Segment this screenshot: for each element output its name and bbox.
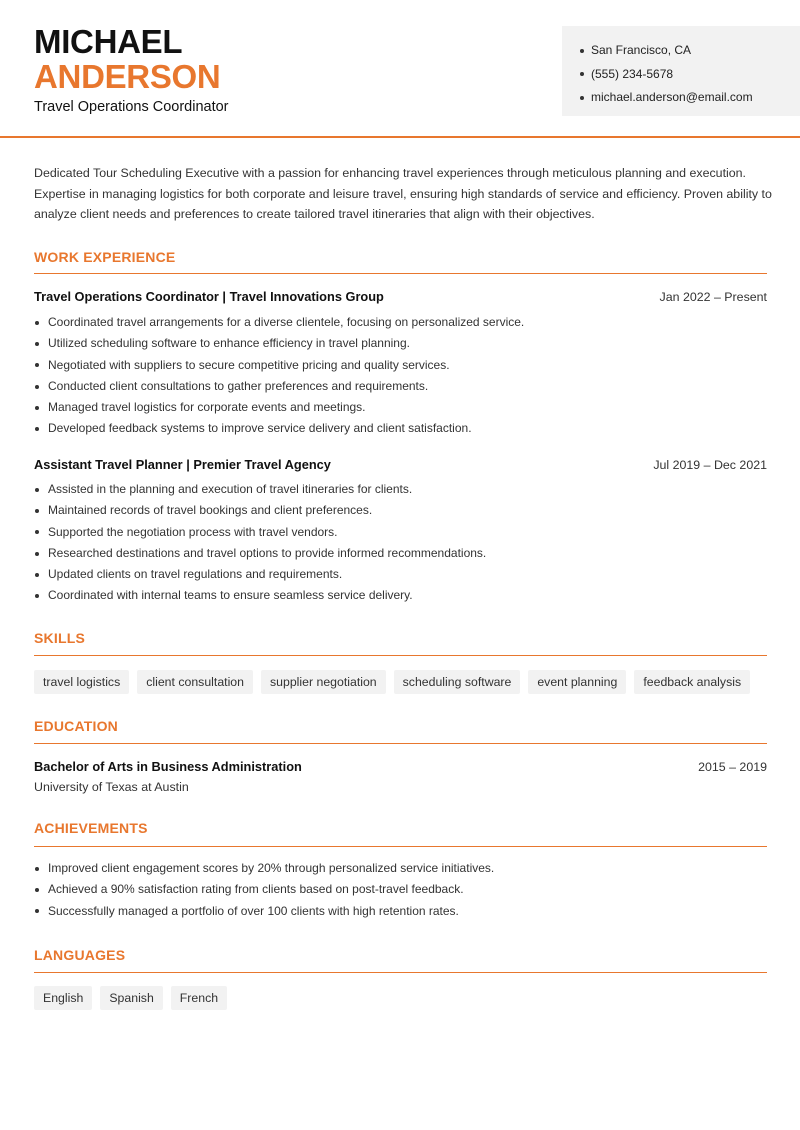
list-item-text: Coordinated travel arrangements for a diverse clientele, focusing on personalized service. (48, 315, 525, 329)
professional-summary: Dedicated Tour Scheduling Executive with a passion for enhancing travel experiences through meticulous planning and execution. Expertise in managing logistics for both corporate and leisure travel, ensuring high standards of service and efficiency. Proven ability to analyze client needs and preferences to create tailored travel itineraries that align with their objectives. (34, 166, 772, 222)
list-item (34, 564, 767, 585)
job-role: Assistant Travel Planner | Premier Travel Agency (34, 457, 331, 472)
list-item (34, 312, 767, 333)
list-item (34, 418, 767, 439)
language-chip: Spanish (100, 986, 162, 1010)
list-item-text: Assisted in the planning and execution of travel itineraries for clients. (48, 482, 413, 496)
list-item (34, 397, 767, 418)
list-item (34, 585, 767, 606)
languages-list (34, 986, 227, 1010)
skill-chip: scheduling software (394, 670, 521, 694)
bullet-icon (35, 594, 39, 598)
bullet-icon (35, 909, 39, 913)
job-dates: Jan 2022 – Present (659, 290, 767, 304)
list-item (34, 333, 767, 354)
job-header-1 (34, 289, 767, 304)
section-title-education: EDUCATION (34, 718, 118, 734)
section-divider (34, 273, 767, 274)
contact-email-text: michael.anderson@email.com (591, 90, 753, 104)
bullet-icon (35, 385, 39, 389)
list-item-text: Managed travel logistics for corporate events and meetings. (48, 400, 366, 415)
list-item-text: Coordinated with internal teams to ensure seamless service delivery. (48, 588, 413, 603)
list-item (34, 522, 767, 543)
resume-header (0, 0, 800, 138)
section-divider (34, 972, 767, 973)
job-role: Travel Operations Coordinator | Travel Innovations Group (34, 289, 384, 304)
candidate-name (34, 24, 220, 94)
section-title-achievements: ACHIEVEMENTS (34, 820, 148, 836)
list-item-text: Maintained records of travel bookings and client preferences. (48, 503, 373, 518)
skill-chip: supplier negotiation (261, 670, 386, 694)
bullet-icon (35, 427, 39, 431)
contact-email (580, 86, 782, 110)
contact-box (562, 26, 800, 116)
education-school: University of Texas at Austin (34, 780, 189, 794)
list-item (34, 858, 767, 879)
last-name: ANDERSON (34, 58, 221, 95)
education-dates: 2015 – 2019 (698, 760, 767, 774)
language-chip: English (34, 986, 92, 1010)
section-divider (34, 846, 767, 847)
bullet-icon (35, 552, 39, 556)
bullet-icon (35, 488, 39, 492)
section-title-languages: LANGUAGES (34, 947, 126, 963)
skill-chip: feedback analysis (634, 670, 750, 694)
bullet-icon (35, 867, 39, 871)
list-item-text: Supported the negotiation process with travel vendors. (48, 524, 338, 539)
bullet-icon (35, 530, 39, 534)
skill-chip: event planning (528, 670, 626, 694)
contact-location (580, 39, 782, 63)
bullet-icon (35, 363, 39, 367)
job-dates: Jul 2019 – Dec 2021 (653, 458, 767, 472)
list-item-text: Negotiated with suppliers to secure competitive pricing and quality services. (48, 357, 450, 372)
job-1-bullets (34, 312, 767, 440)
achievements-list (34, 858, 767, 922)
bullet-icon (35, 321, 39, 325)
list-item (34, 500, 767, 521)
list-item (34, 879, 767, 900)
bullet-icon (35, 509, 39, 513)
education-header (34, 759, 767, 774)
candidate-title: Travel Operations Coordinator (34, 99, 229, 115)
contact-location-text: San Francisco, CA (591, 43, 692, 57)
job-2-bullets (34, 479, 767, 607)
contact-phone (580, 63, 782, 87)
section-divider (34, 743, 767, 744)
list-item-text: Achieved a 90% satisfaction rating from clients based on post-travel feedback. (48, 882, 464, 897)
skill-chip: client consultation (137, 670, 253, 694)
skill-chip: travel logistics (34, 670, 129, 694)
bullet-icon (35, 888, 39, 892)
section-title-work: WORK EXPERIENCE (34, 249, 176, 265)
education-degree: Bachelor of Arts in Business Administration (34, 759, 302, 774)
list-item-text: Successfully managed a portfolio of over 100 clients with high retention rates. (48, 903, 459, 918)
list-item (34, 376, 767, 397)
list-item-text: Utilized scheduling software to enhance efficiency in travel planning. (48, 336, 410, 351)
list-item-text: Developed feedback systems to improve service delivery and client satisfaction. (48, 421, 472, 436)
skills-list (34, 670, 750, 694)
bullet-icon (35, 342, 39, 346)
contact-phone-text: (555) 234-5678 (591, 66, 674, 81)
bullet-icon (580, 96, 584, 100)
list-item (34, 479, 767, 500)
bullet-icon (580, 49, 584, 53)
list-item (34, 543, 767, 564)
list-item-text: Improved client engagement scores by 20% through personalized service initiatives. (48, 861, 495, 875)
language-chip: French (171, 986, 227, 1010)
list-item-text: Updated clients on travel regulations and requirements. (48, 567, 343, 582)
list-item-text: Conducted client consultations to gather preferences and requirements. (48, 378, 429, 393)
section-divider (34, 655, 767, 656)
list-item-text: Researched destinations and travel options to provide informed recommendations. (48, 545, 487, 560)
bullet-icon (35, 406, 39, 410)
job-header-2 (34, 457, 767, 472)
first-name: MICHAEL (34, 23, 183, 60)
bullet-icon (35, 573, 39, 577)
section-title-skills: SKILLS (34, 630, 85, 646)
list-item (34, 355, 767, 376)
list-item (34, 901, 767, 922)
bullet-icon (580, 72, 584, 76)
